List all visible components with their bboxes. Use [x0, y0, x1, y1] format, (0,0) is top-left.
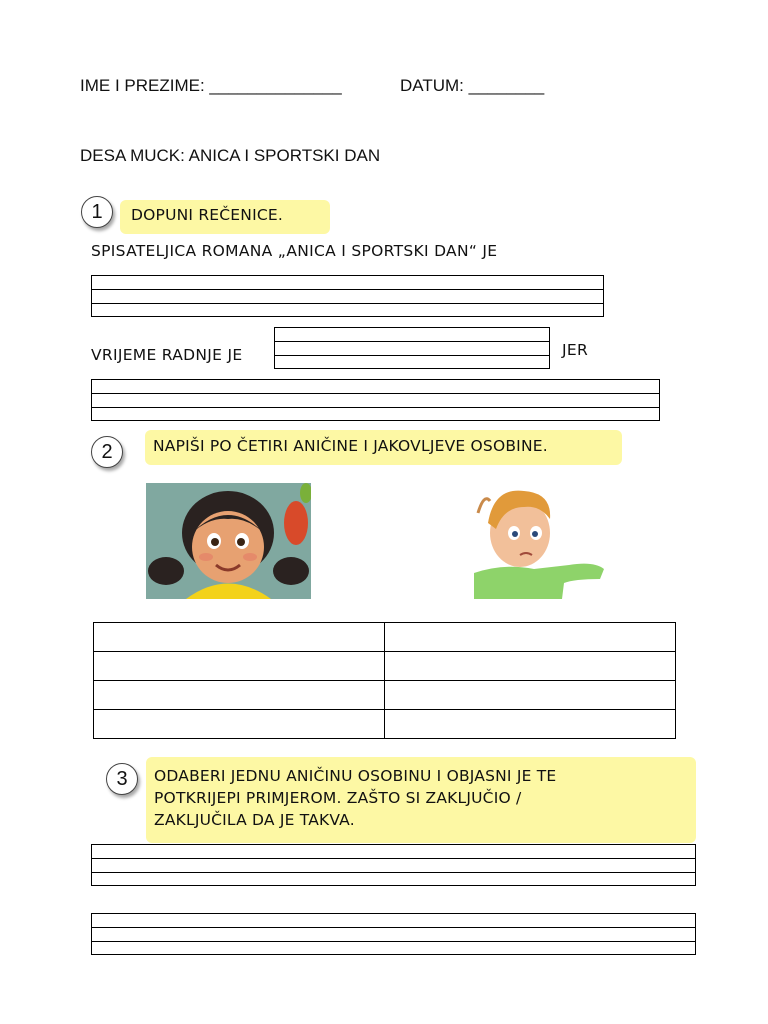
- jakov-trait-cell[interactable]: [385, 652, 676, 681]
- task-3-instruction: [146, 757, 696, 843]
- jakov-trait-cell[interactable]: [385, 681, 676, 710]
- task-1-sentence-1: SPISATELJICA ROMANA „ANICA I SPORTSKI DAN“ JE: [91, 242, 498, 260]
- answer-line[interactable]: [275, 328, 549, 342]
- jakov-trait-cell[interactable]: [385, 710, 676, 739]
- anica-illustration: [146, 483, 311, 599]
- answer-line[interactable]: [92, 276, 603, 290]
- task-2-number-badge: 2: [91, 436, 123, 468]
- worksheet-title: DESA MUCK: ANICA I SPORTSKI DAN: [80, 146, 381, 165]
- girl-drawing: [146, 483, 311, 599]
- answer-line[interactable]: [92, 928, 695, 942]
- jakov-illustration: [474, 483, 604, 599]
- table-row: [94, 710, 676, 739]
- task-1-sentence-2-start: VRIJEME RADNJE JE: [91, 346, 243, 364]
- table-row: [94, 652, 676, 681]
- answer-line[interactable]: [92, 845, 695, 859]
- answer-lines-explanation-1[interactable]: [91, 844, 696, 886]
- answer-lines-explanation-2[interactable]: [91, 913, 696, 955]
- answer-lines-time[interactable]: [274, 327, 550, 369]
- answer-line[interactable]: [92, 394, 659, 408]
- answer-line[interactable]: [92, 290, 603, 304]
- table-row: [94, 681, 676, 710]
- anica-trait-cell[interactable]: [94, 623, 385, 652]
- answer-line[interactable]: [92, 408, 659, 422]
- task-3-instruction-line: ZAKLJUČILA DA JE TAKVA.: [154, 811, 355, 829]
- task-3-instruction-line: ODABERI JEDNU ANIČINU OSOBINU I OBJASNI JE TE: [154, 767, 557, 785]
- task-1-number-badge: 1: [81, 196, 113, 228]
- jakov-trait-cell[interactable]: [385, 623, 676, 652]
- task-3-number-badge: 3: [106, 763, 138, 795]
- task-1-sentence-2-end: JER: [562, 341, 589, 359]
- table-row: [94, 623, 676, 652]
- answer-line[interactable]: [92, 380, 659, 394]
- boy-drawing: [474, 483, 604, 599]
- anica-trait-cell[interactable]: [94, 652, 385, 681]
- answer-lines-reason[interactable]: [91, 379, 660, 421]
- date-field-label: DATUM: ________: [400, 76, 545, 95]
- answer-line[interactable]: [92, 942, 695, 956]
- task-1-instruction: DOPUNI REČENICE.: [120, 200, 330, 234]
- answer-line[interactable]: [92, 304, 603, 318]
- anica-trait-cell[interactable]: [94, 681, 385, 710]
- anica-trait-cell[interactable]: [94, 710, 385, 739]
- traits-table: [93, 622, 676, 739]
- name-field-label: IME I PREZIME: ______________: [80, 76, 342, 95]
- answer-line[interactable]: [275, 356, 549, 370]
- answer-line[interactable]: [92, 859, 695, 873]
- answer-lines-author[interactable]: [91, 275, 604, 317]
- answer-line[interactable]: [92, 873, 695, 887]
- task-2-instruction: NAPIŠI PO ČETIRI ANIČINE I JAKOVLJEVE OSOBINE.: [145, 430, 622, 465]
- task-3-instruction-line: POTKRIJEPI PRIMJEROM. ZAŠTO SI ZAKLJUČIO /: [154, 789, 522, 807]
- answer-line[interactable]: [275, 342, 549, 356]
- answer-line[interactable]: [92, 914, 695, 928]
